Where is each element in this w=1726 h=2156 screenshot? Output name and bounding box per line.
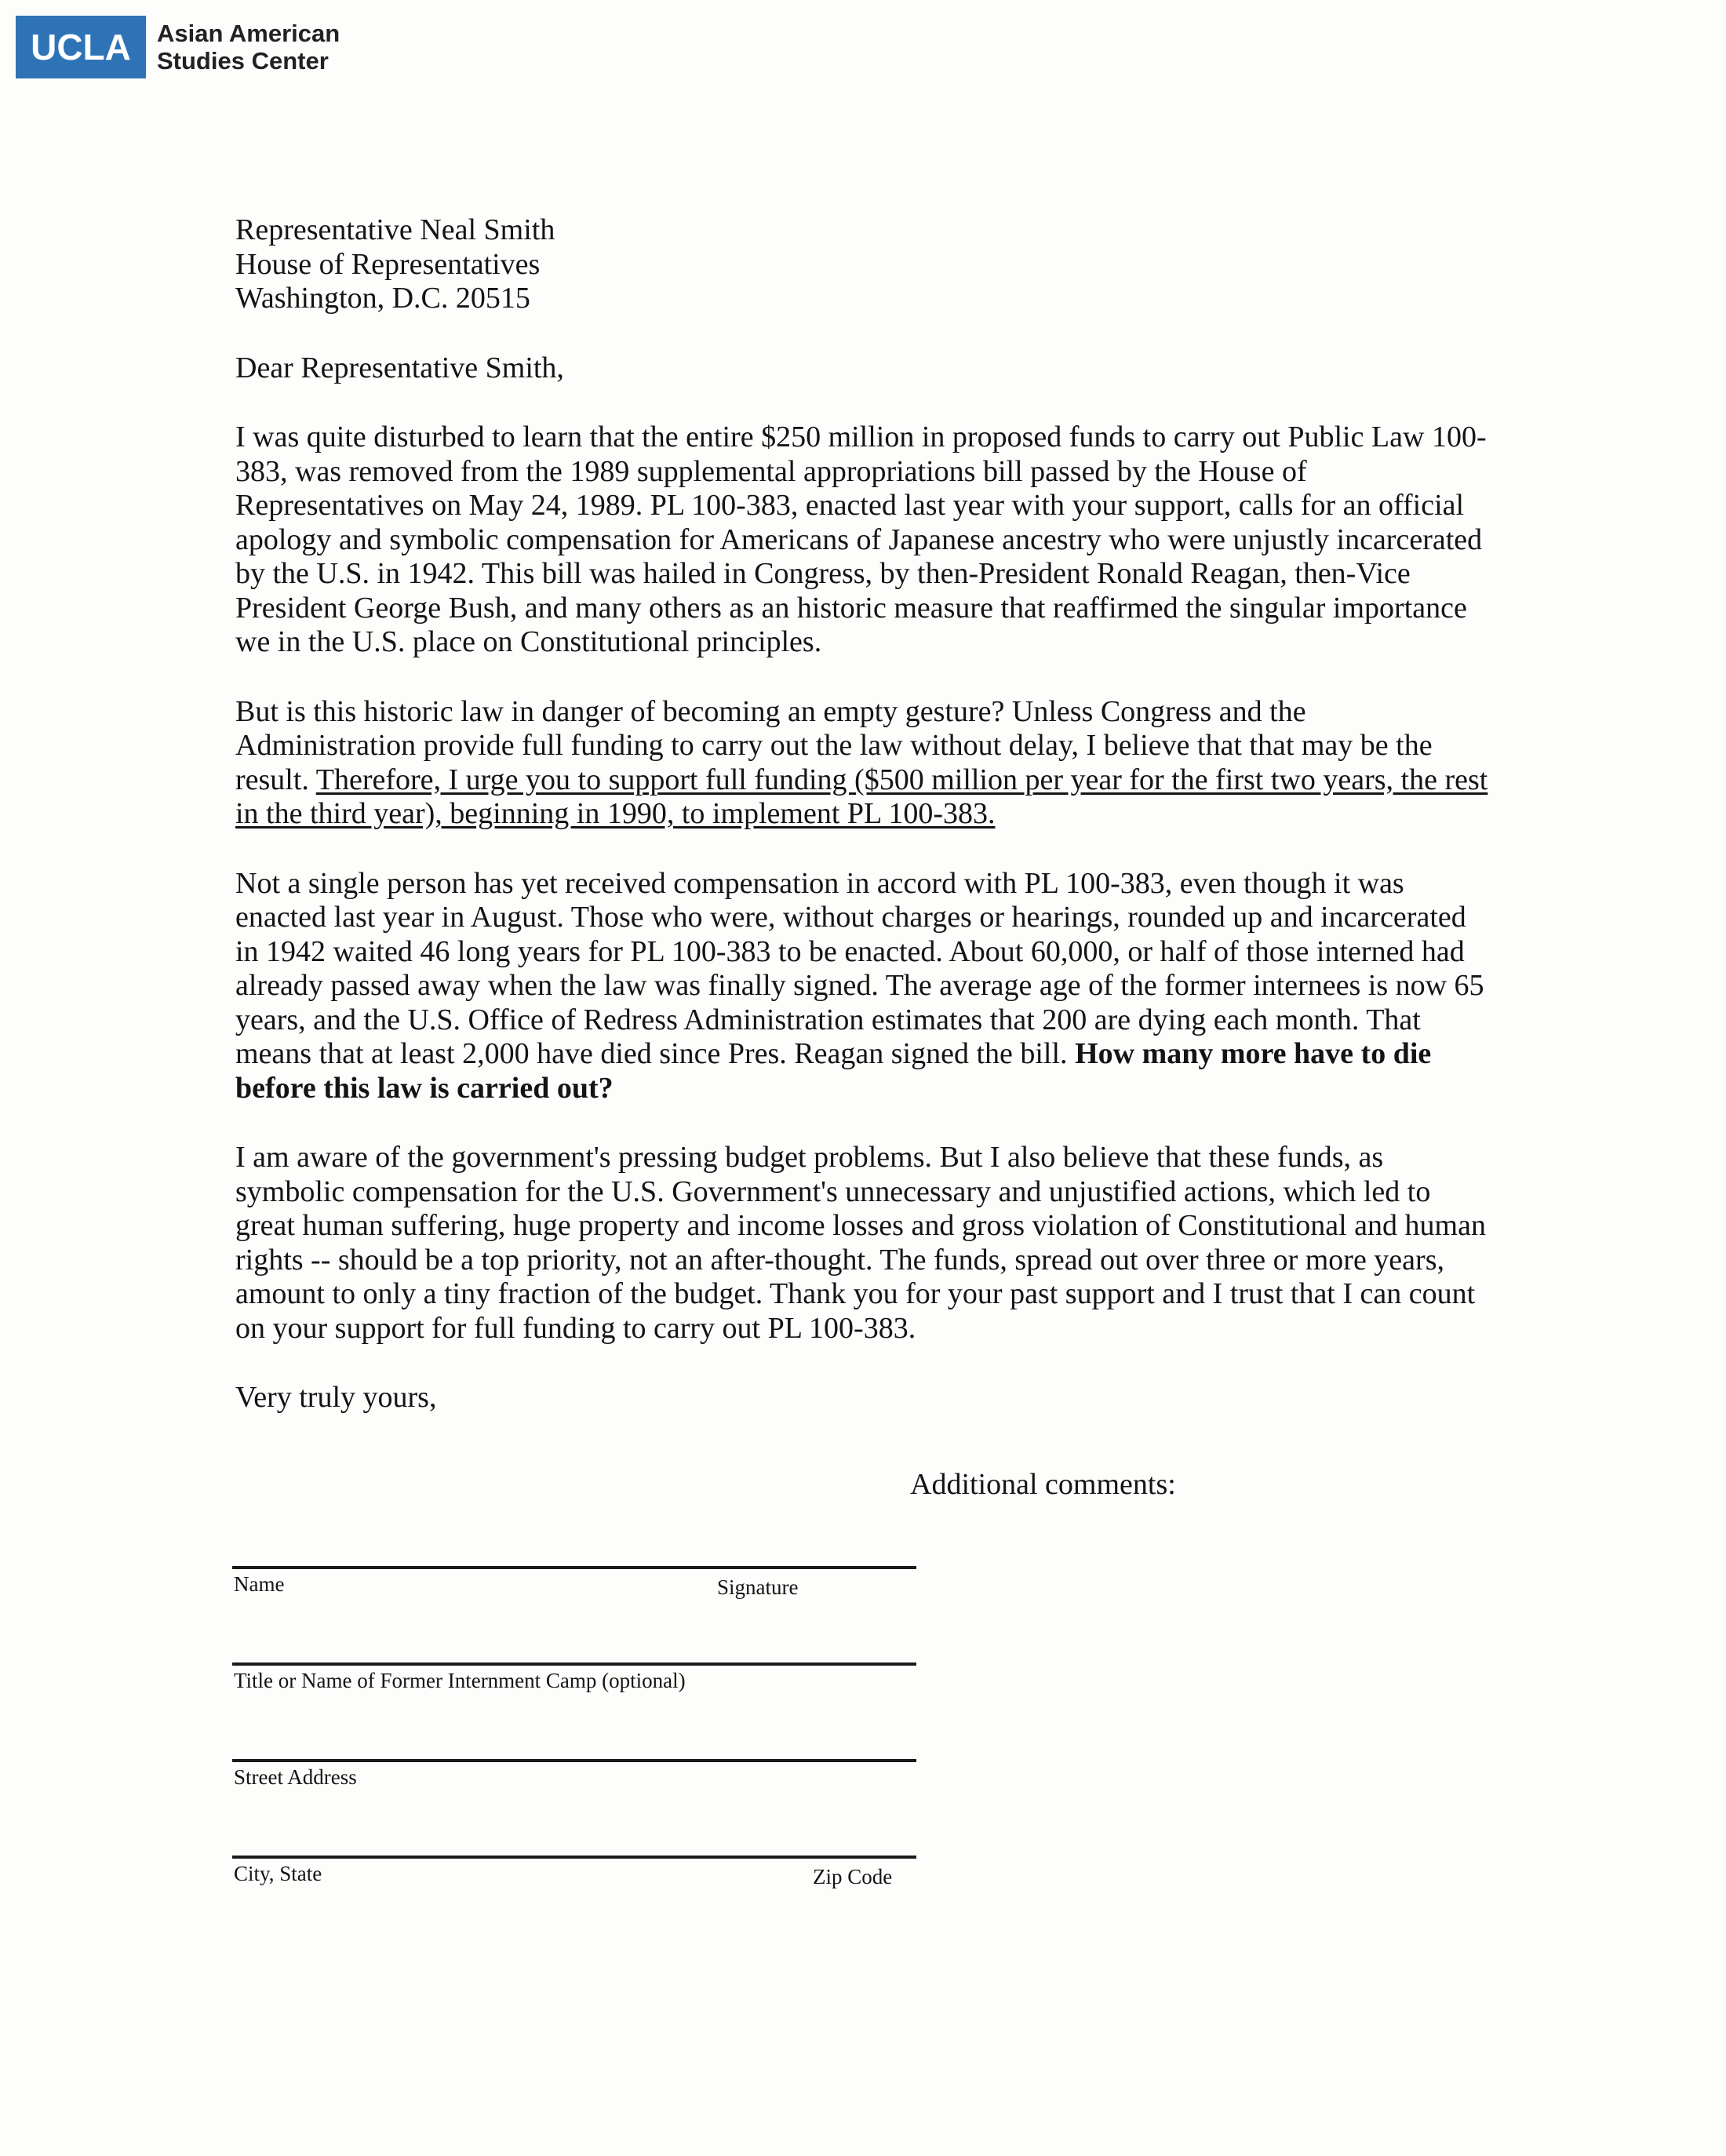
ucla-logo-mark: UCLA: [16, 16, 146, 78]
org-name: [157, 20, 340, 75]
city-state-label: City, State: [234, 1862, 322, 1885]
paragraph-2-text: But is this historic law in danger of becoming an empty gesture? Unless Congress and the Administration provide full funding to carry out the law without delay, I believe that that may be the result.: [235, 694, 1433, 796]
paragraph-4: I am aware of the government's pressing budget problems. But I also believe that these funds, as symbolic compensation for the U.S. Government's unnecessary and unjustified actions, which led to great human suffering, huge property and income losses and gross violation of Constitutional and human rights -- should be a top priority, not an after-thought. The funds, spread out over three or more years, amount to only a tiny fraction of the budget. Thank you for your past support and I trust that I can count on your support for full funding to carry out PL 100-383.: [235, 1141, 1486, 1345]
paragraph-2: [235, 695, 1491, 832]
address-line-2: House of Representatives: [235, 247, 541, 281]
funding-request-underlined: Therefore, I urge you to support full funding ($500 million per year for the first two years, the rest in the third year), beginning in 1990, to implement PL 100-383.: [235, 763, 1488, 830]
paragraph-1: I was quite disturbed to learn that the entire $250 million in proposed funds to carry out Public Law 100-383, was removed from the 1989 supplemental appropriations bill passed by the House of Representatives on May 24, 1989. PL 100-383, enacted last year with your support, calls for an official apology and symbolic compensation for Americans of Japanese ancestry who were unjustly incarcerated by the U.S. in 1942. This bill was hailed in Congress, by then-President Ronald Reagan, then-Vice President George Bush, and many others as an historic measure that reaffirmed the singular importance we in the U.S. place on Constitutional principles.: [235, 421, 1487, 658]
paragraph-3: [235, 867, 1491, 1106]
title-camp-label: Title or Name of Former Internment Camp (optional): [234, 1669, 686, 1692]
recipient-address: [235, 213, 1491, 316]
address-line-3: Washington, D.C. 20515: [235, 282, 530, 315]
street-address-label: Street Address: [234, 1765, 357, 1789]
title-camp-line[interactable]: [232, 1663, 916, 1666]
address-line-1: Representative Neal Smith: [235, 213, 555, 246]
name-label: Name: [234, 1572, 285, 1596]
org-name-line2: Studies Center: [157, 47, 329, 75]
zip-code-label: Zip Code: [813, 1865, 893, 1888]
city-zip-line[interactable]: [232, 1856, 916, 1859]
org-name-line1: Asian American: [157, 20, 340, 47]
name-signature-line[interactable]: [232, 1566, 916, 1569]
ucla-aasc-logo: [16, 16, 340, 78]
paragraph-3-text: Not a single person has yet received compensation in accord with PL 100-383, even though it was enacted last year in August. Those who were, without charges or hearings, rounded up and incarcerated in 1942 waited 46 long years for PL 100-383 to be enacted. About 60,000, or half of those interned had already passed away when the law was finally signed. The average age of the former internees is now 65 years, and the U.S. Office of Redress Administration estimates that 200 are dying each month. That means that at least 2,000 have died since Pres. Reagan signed the bill.: [235, 866, 1484, 1070]
signature-label: Signature: [717, 1575, 799, 1599]
letter-body: [235, 213, 1491, 1415]
closing: Very truly yours,: [235, 1381, 437, 1414]
additional-comments-label: Additional comments:: [910, 1468, 1176, 1501]
salutation: Dear Representative Smith,: [235, 351, 564, 384]
paragraph-3-bold-question: How many more have to die before this law is carried out?: [235, 1037, 1432, 1105]
street-address-line[interactable]: [232, 1759, 916, 1762]
